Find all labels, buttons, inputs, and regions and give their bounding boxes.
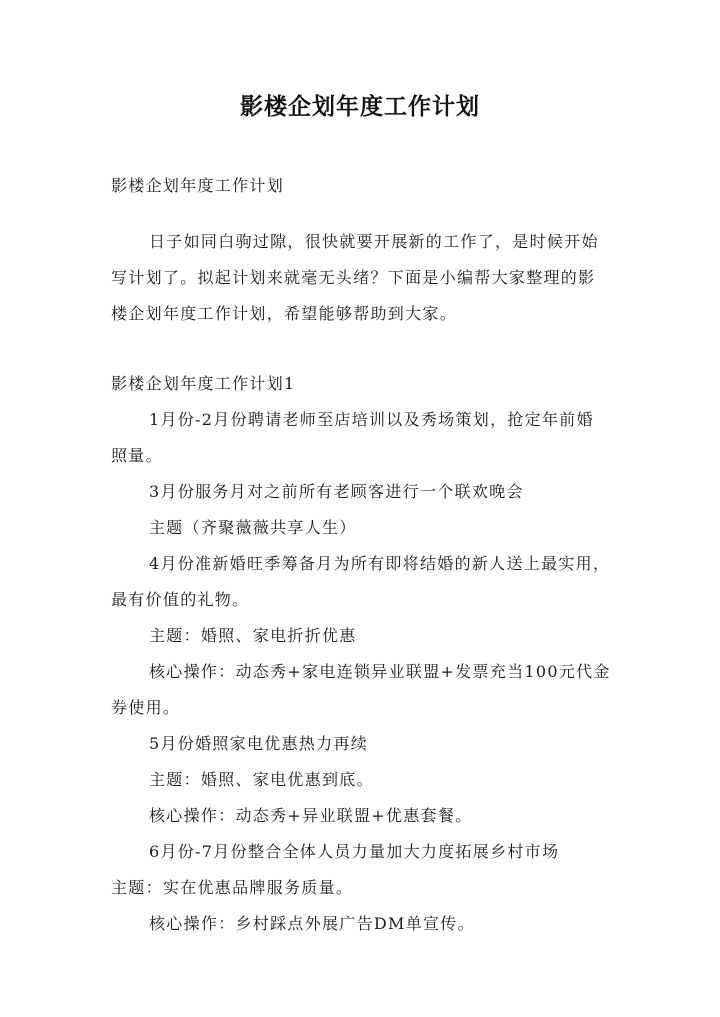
plan-item-mar: 3月份服务月对之前所有老顾客进行一个联欢晚会	[149, 482, 524, 501]
document-subtitle: 影楼企划年度工作计划	[111, 176, 285, 195]
plan-item-apr-core: 核心操作：动态秀+家电连锁异业联盟+发票充当100元代金券使用。	[111, 662, 611, 717]
plan-item-may: 5月份婚照家电优惠热力再续	[149, 734, 369, 753]
document-title: 影楼企划年度工作计划	[240, 94, 480, 120]
plan-item-may-theme: 主题：婚照、家电优惠到底。	[149, 770, 374, 789]
plan-item-jun-jul-theme: 主题：实在优惠品牌服务质量。	[111, 878, 354, 897]
plan-item-jun-jul-core: 核心操作：乡村踩点外展广告DM单宣传。	[149, 914, 475, 933]
plan-item-mar-theme: 主题（齐聚薇薇共享人生）	[149, 518, 357, 537]
plan-item-jan-feb: 1月份-2月份聘请老师至店培训以及秀场策划，抢定年前婚照量。	[111, 410, 594, 465]
section-heading: 影楼企划年度工作计划1	[111, 374, 296, 393]
plan-item-apr: 4月份准新婚旺季筹备月为所有即将结婚的新人送上最实用，最有价值的礼物。	[111, 554, 611, 609]
plan-item-apr-theme: 主题：婚照、家电折折优惠	[149, 626, 357, 645]
document-body	[111, 168, 611, 942]
plan-item-may-core: 核心操作：动态秀+异业联盟+优惠套餐。	[149, 806, 473, 825]
plan-item-jun-jul: 6月份-7月份整合全体人员力量加大力度拓展乡村市场	[149, 842, 560, 861]
intro-paragraph: 日子如同白驹过隙，很快就要开展新的工作了，是时候开始写计划了。拟起计划来就毫无头绪？下面是小编帮大家整理的影楼企划年度工作计划，希望能够帮助到大家。	[111, 232, 599, 323]
